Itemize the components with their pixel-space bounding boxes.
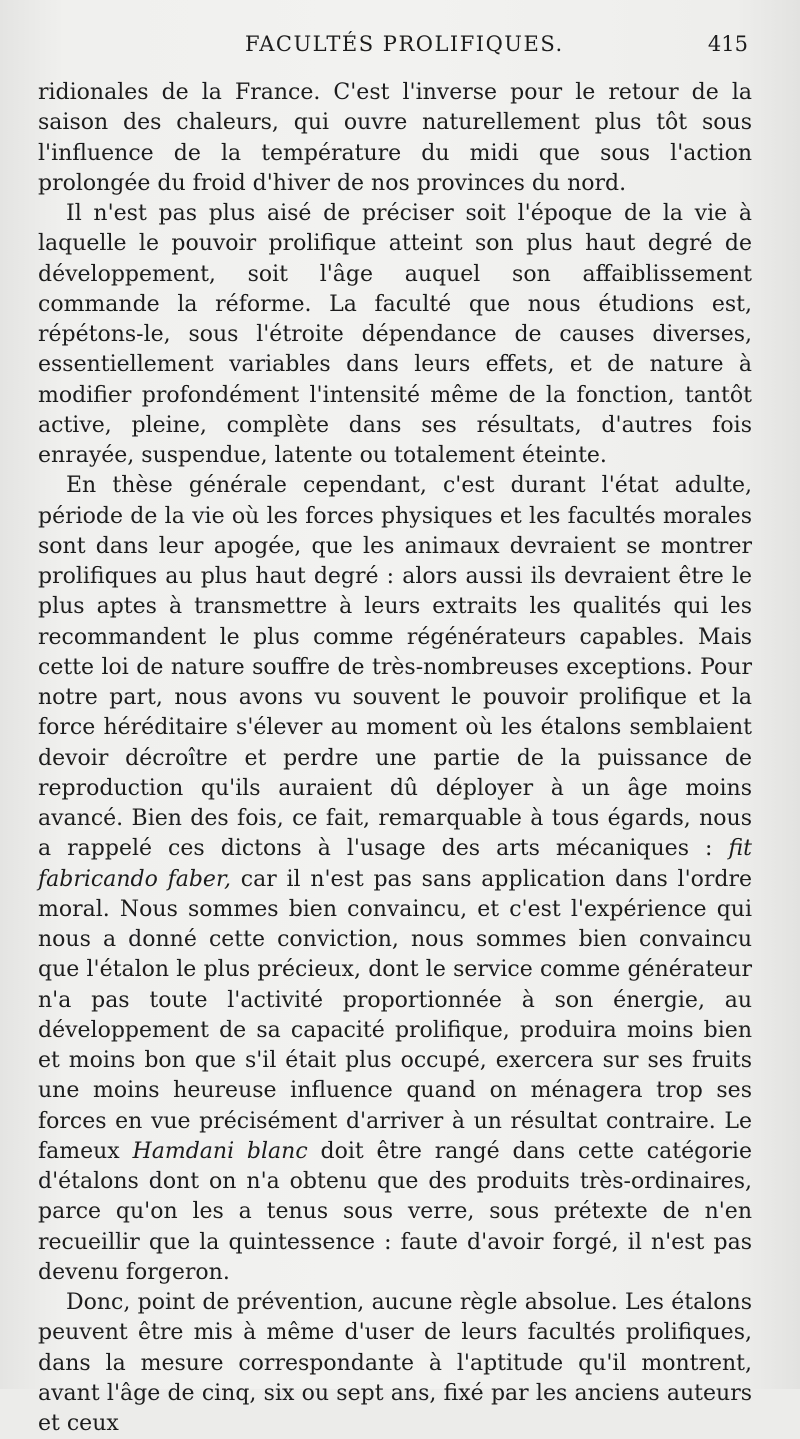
- paragraph-3: [38, 471, 752, 1288]
- paragraph-4: Donc, point de prévention, aucune règle absolue. Les étalons peuvent être mis à même d'user de leurs facultés prolifiques, dans la mesure correspondante à l'aptitude qu'il montrent, avant l'âge de cinq, six ou sept ans, fixé par les anciens auteurs et ceux: [38, 1290, 752, 1436]
- latin-quote: fit fabricando faber,: [38, 836, 752, 892]
- paragraph-3-text-b: car il n'est pas sans application dans l'ordre moral. Nous sommes bien convaincu, et c'est l'expérience qui nous a donné cette conviction, nous sommes bien convaincu que l'étalon le plus précieux, dont le service comme générateur n'a pas toute l'activité proportionnée à son énergie, au développement de sa capacité prolifique, produira moins bien et moins bon que s'il était plus occupé, exercera sur ses fruits une moins heureuse influence quand on ménagera trop ses forces en vue précisément d'arriver à un résultat contraire. Le fameux: [38, 866, 753, 1164]
- running-title: FACULTÉS PROLIFIQUES.: [245, 32, 564, 56]
- paragraph-3-text-a: En thèse générale cependant, c'est durant l'état adulte, période de la vie où les forces physiques et les facultés morales sont dans leur apogée, que les animaux devraient se montrer prolifiques au plus haut degré : alors aussi ils devraient être le plus aptes à transmettre à leurs extraits les qualités qui les recommandent le plus comme régénérateurs capables. Mais cette loi de nature souffre de très-nombreuses exceptions. Pour notre part, nous avons vu souvent le pouvoir prolifique et la force héréditaire s'élever au moment où les étalons semblaient devoir décroître et perdre une partie de la puissance de reproduction qu'ils auraient dû déployer à un âge moins avancé. Bien des fois, ce fait, remarquable à tous égards, nous a rappelé ces dictons à l'usage des arts mécaniques :: [38, 473, 752, 862]
- paragraph-3-text-c: doit être rangé dans cette catégorie d'étalons dont on n'a obtenu que des produits très-ordinaires, parce qu'on les a tenus sous verre, sous prétexte de n'en recueillir que la quintessence : faute d'avoir forgé, il n'est pas devenu forgeron.: [38, 1138, 752, 1285]
- body-text: [38, 78, 752, 1439]
- paragraph-1: ridionales de la France. C'est l'inverse pour le retour de la saison des chaleurs, qui ouvre naturellement plus tôt sous l'influence de la température du midi que sous l'action prolongée du froid d'hiver de nos provinces du nord.: [38, 80, 752, 196]
- paragraph-2: Il n'est pas plus aisé de préciser soit l'époque de la vie à laquelle le pouvoir prolifique atteint son plus haut degré de développement, soit l'âge auquel son affaiblissement commande la réforme. La faculté que nous étudions est, répétons-le, sous l'étroite dépendance de causes diverses, essentiellement variables dans leurs effets, et de nature à modifier profondément l'intensité même de la fonction, tantôt active, pleine, complète dans ses résultats, d'autres fois enrayée, suspendue, latente ou totalement éteinte.: [38, 201, 752, 468]
- page-header: [40, 32, 752, 62]
- horse-name: Hamdani blanc: [132, 1138, 308, 1164]
- page-number: 415: [707, 32, 748, 56]
